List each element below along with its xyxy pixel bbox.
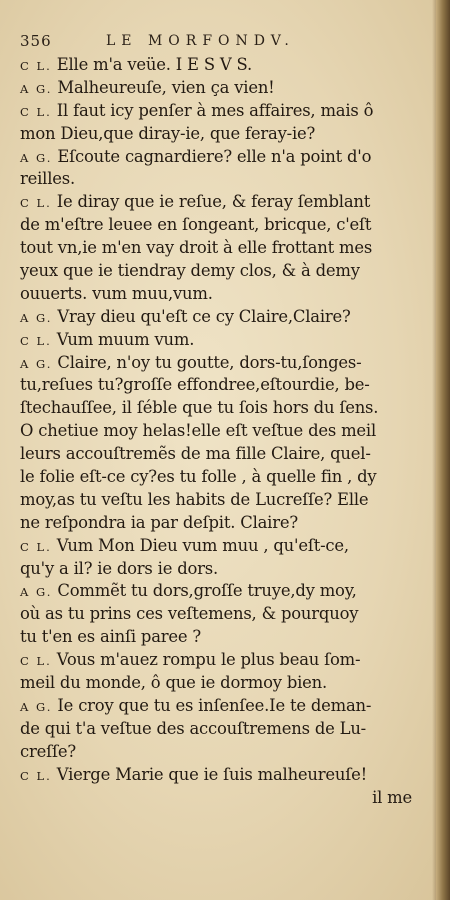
text-line xyxy=(20,283,424,306)
text-line xyxy=(20,443,424,466)
text-line xyxy=(20,580,424,603)
speech-text: moy,as tu veſtu les habits de Lucreſſe? Elle xyxy=(20,489,369,509)
speech-text: Vous m'auez rompu le plus beau ſom- xyxy=(56,650,361,670)
speech-text: reilles. xyxy=(20,169,75,189)
catchword: il me xyxy=(372,787,412,807)
speaker-label: C L. xyxy=(20,539,52,554)
text-line xyxy=(20,168,424,191)
speech-text: ne reſpondra ia par deſpit. Claire? xyxy=(20,512,298,532)
speech-text: Commẽt tu dors,groſſe truye,dy moy, xyxy=(57,581,357,601)
text-line xyxy=(20,466,424,489)
speech-text: ſtechauſſee, il ſéble que tu ſois hors du ſens. xyxy=(20,398,379,418)
speaker-label: C L. xyxy=(20,104,52,119)
text-line xyxy=(20,191,424,214)
text-line xyxy=(20,489,424,512)
text-line xyxy=(20,420,424,443)
text-line xyxy=(20,695,424,718)
speaker-label: A G. xyxy=(20,699,53,714)
running-title: LE MORFONDV. xyxy=(106,33,295,49)
text-line xyxy=(20,397,424,420)
text-line xyxy=(20,741,424,764)
speech-text: leurs accouſtremẽs de ma fille Claire, quel- xyxy=(20,444,371,464)
speech-text: creſſe? xyxy=(20,741,76,761)
text-line xyxy=(20,649,424,672)
speech-text: le folie eſt-ce cy?es tu folle , à quelle fin , dy xyxy=(20,467,377,487)
book-spine xyxy=(436,0,450,900)
speech-text: Vum muum vum. xyxy=(56,329,195,349)
speech-text: Malheureuſe, vien ça vien! xyxy=(57,77,275,97)
text-line xyxy=(20,512,424,535)
speech-text: Claire, n'oy tu goutte, dors-tu,ſonges- xyxy=(57,352,362,372)
speech-text: tu t'en es ainſi paree ? xyxy=(20,627,202,647)
speech-text: Elle m'a veüe. I E S V S. xyxy=(56,55,252,74)
text-line xyxy=(20,672,424,695)
text-line xyxy=(20,100,424,123)
page-header xyxy=(20,30,420,52)
catchword-line xyxy=(20,787,424,810)
speaker-label: A G. xyxy=(20,585,53,600)
speech-text: Vierge Marie que ie ſuis malheureuſe! xyxy=(56,764,368,784)
text-line xyxy=(20,260,424,283)
speaker-label: A G. xyxy=(20,310,53,325)
text-line xyxy=(20,535,424,558)
text-line xyxy=(20,214,424,237)
speech-text: Ie croy que tu es inſenſee.Ie te deman- xyxy=(57,695,372,715)
speaker-label: C L. xyxy=(20,333,52,348)
speaker-label: A G. xyxy=(20,81,53,96)
speech-text: meil du monde, ô que ie dormoy bien. xyxy=(20,673,328,693)
speech-text: Il faut icy penſer à mes affaires, mais ô xyxy=(56,100,374,120)
speech-text: Eſcoute cagnardiere? elle n'a point d'o xyxy=(57,146,372,166)
text-line xyxy=(20,77,424,100)
text-line xyxy=(20,123,424,146)
text-line xyxy=(20,718,424,741)
text-line xyxy=(20,558,424,581)
text-line xyxy=(20,329,424,352)
text-line xyxy=(20,626,424,649)
speaker-label: C L. xyxy=(20,768,52,783)
speech-text: yeux que ie tiendray demy clos, & à demy xyxy=(20,261,360,281)
speaker-label: C L. xyxy=(20,196,52,211)
speech-text: de m'eſtre leuee en ſongeant, bricque, c'eſt xyxy=(20,215,372,235)
speech-text: où as tu prins ces veſtemens, & pourquoy xyxy=(20,604,359,624)
speech-text: qu'y a il? ie dors ie dors. xyxy=(20,558,219,578)
speech-text: ouuerts. vum muu,vum. xyxy=(20,283,213,303)
speech-text: Vum Mon Dieu vum muu , qu'eſt-ce, xyxy=(56,535,349,555)
speech-text: mon Dieu,que diray-ie, que feray-ie? xyxy=(20,123,316,143)
speech-text: de qui t'a veſtue des accouſtremens de Lu- xyxy=(20,718,367,738)
text-line xyxy=(20,237,424,260)
text-line xyxy=(20,764,424,787)
dialogue-text xyxy=(20,54,424,809)
speaker-label: A G. xyxy=(20,150,53,165)
speaker-label: C L. xyxy=(20,59,52,73)
page-number: 356 xyxy=(20,32,52,50)
text-line xyxy=(20,603,424,626)
speech-text: O chetiue moy helas!elle eſt veſtue des meil xyxy=(20,421,377,441)
text-line xyxy=(20,306,424,329)
text-line xyxy=(20,146,424,169)
text-line xyxy=(20,374,424,397)
speech-text: tu,reſues tu?groſſe effondree,eſtourdie, be- xyxy=(20,375,370,395)
speaker-label: A G. xyxy=(20,356,53,371)
text-line xyxy=(20,54,424,77)
speaker-label: C L. xyxy=(20,654,52,669)
speech-text: Ie diray que ie reſue, & feray ſemblant xyxy=(56,192,371,212)
speech-text: tout vn,ie m'en vay droit à elle frottant mes xyxy=(20,238,373,258)
speech-text: Vray dieu qu'eſt ce cy Claire,Claire? xyxy=(57,306,351,326)
text-line xyxy=(20,352,424,375)
